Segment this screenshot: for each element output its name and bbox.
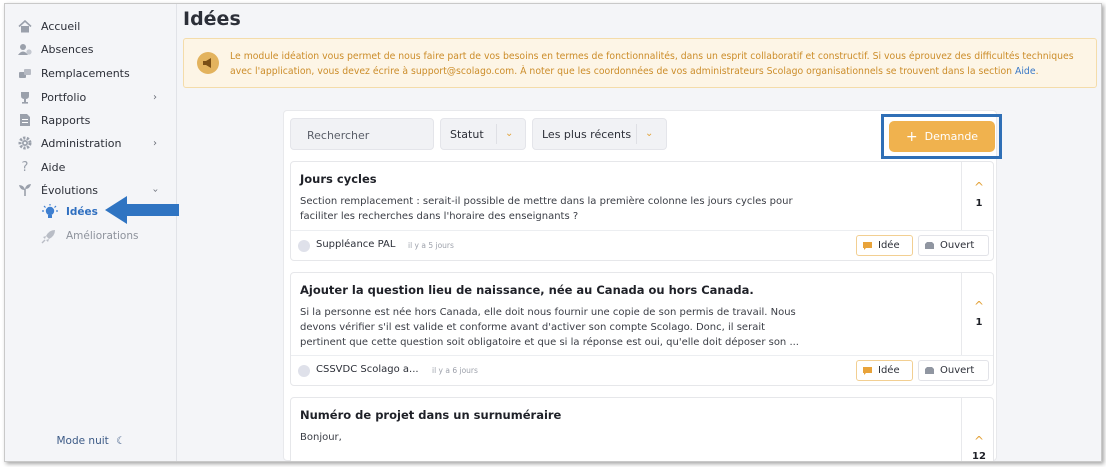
speech-bubble-icon bbox=[862, 241, 873, 251]
megaphone-icon bbox=[197, 52, 219, 74]
plus-icon: + bbox=[905, 128, 918, 145]
sidebar-item-label: Absences bbox=[41, 42, 94, 56]
search-placeholder: Rechercher bbox=[307, 129, 370, 142]
search-input[interactable] bbox=[290, 118, 434, 150]
lightbulb-icon bbox=[41, 204, 57, 220]
idea-author: CSSVDC Scolago a... bbox=[316, 364, 419, 375]
sidebar-item-portfolio[interactable] bbox=[5, 86, 177, 108]
status-label: Ouvert bbox=[940, 240, 975, 251]
home-icon bbox=[18, 19, 32, 33]
sidebar-item-label: Portfolio bbox=[41, 90, 87, 104]
chevron-down-icon: ⌄ bbox=[505, 128, 514, 139]
status-badge bbox=[918, 235, 989, 256]
idea-type-badge bbox=[856, 235, 913, 256]
status-select-label: Statut bbox=[450, 128, 484, 141]
idea-card[interactable] bbox=[290, 272, 994, 386]
vote-count: 1 bbox=[975, 198, 983, 209]
idea-type-label: Idée bbox=[878, 365, 900, 376]
vote-box[interactable] bbox=[961, 162, 994, 230]
idea-description: Section remplacement : serait-il possible de mettre dans la première colonne les jours cycles pour faciliter les recherches dans l'horaire des enseignants ? bbox=[300, 196, 793, 222]
banner-text-main: Le module idéation vous permet de nous faire part de vos besoins en termes de fonctionnalités, dans un esprit collaboratif et constructif. Si vous éprouvez des difficultés techniques avec l'application, vous devez écrire à support@scolago.com. À noter que les coordonnées de vos administrateurs Scolago organisationnels se trouvent dans la section bbox=[230, 51, 1074, 77]
upvote-icon[interactable]: ^ bbox=[973, 180, 985, 194]
question-icon: ? bbox=[21, 159, 29, 175]
idea-author: Suppléance PAL bbox=[316, 239, 396, 250]
chevron-right-icon: › bbox=[153, 91, 157, 103]
chevron-right-icon: › bbox=[153, 137, 157, 149]
chevron-down-icon: › bbox=[149, 188, 161, 192]
avatar bbox=[298, 365, 310, 377]
night-mode-toggle[interactable] bbox=[5, 435, 177, 447]
app-window bbox=[4, 3, 1102, 462]
rocket-icon bbox=[41, 228, 57, 244]
sidebar-item-label: Évolutions bbox=[41, 183, 99, 197]
swap-icon bbox=[18, 66, 32, 80]
banner-text bbox=[230, 49, 1090, 79]
sidebar-subitem-ameliorations[interactable] bbox=[5, 228, 177, 248]
sidebar-subitem-label: Améliorations bbox=[66, 230, 139, 242]
sidebar bbox=[5, 4, 177, 461]
upvote-icon[interactable]: ^ bbox=[973, 299, 985, 313]
inbox-icon bbox=[924, 241, 935, 250]
sidebar-item-label: Aide bbox=[41, 160, 66, 174]
sidebar-item-accueil[interactable] bbox=[5, 15, 177, 37]
sidebar-item-rapports[interactable] bbox=[5, 109, 177, 131]
idea-card[interactable] bbox=[290, 397, 994, 462]
moon-icon: ☾ bbox=[116, 435, 126, 447]
speech-bubble-icon bbox=[862, 366, 873, 376]
sidebar-item-label: Rapports bbox=[41, 113, 91, 127]
sidebar-item-label: Accueil bbox=[41, 19, 81, 33]
sidebar-item-label: Remplacements bbox=[41, 66, 130, 80]
vote-count: 1 bbox=[975, 317, 983, 328]
sprout-icon bbox=[18, 183, 32, 197]
idea-description: Si la personne est née hors Canada, elle doit nous fournir une copie de son permis de travail. Nous devons vérifier s'il est valide et conforme avant d'activer son compte Scolago. Donc, il serait pertinent que cette question soit obligatoire et que si la réponse est oui, qu'elle doit déposer son ... bbox=[300, 307, 799, 348]
info-banner bbox=[183, 38, 1097, 88]
idea-title[interactable]: Numéro de projet dans un surnuméraire bbox=[300, 408, 562, 422]
sidebar-item-aide[interactable] bbox=[5, 156, 177, 178]
sidebar-subitem-label: Idées bbox=[66, 206, 98, 218]
chevron-down-icon: ⌄ bbox=[645, 128, 654, 139]
idea-footer bbox=[291, 230, 994, 260]
idea-card[interactable] bbox=[290, 161, 994, 261]
sidebar-item-label: Administration bbox=[41, 136, 122, 150]
vote-box[interactable] bbox=[961, 398, 994, 462]
sidebar-item-administration[interactable] bbox=[5, 132, 177, 154]
main-content bbox=[177, 4, 1102, 461]
sort-select[interactable] bbox=[532, 118, 667, 150]
avatar bbox=[298, 240, 310, 252]
status-label: Ouvert bbox=[940, 365, 975, 376]
document-icon bbox=[18, 113, 32, 127]
idea-type-badge bbox=[856, 360, 913, 381]
trophy-icon bbox=[18, 90, 32, 104]
sidebar-item-absences[interactable] bbox=[5, 38, 177, 60]
idea-time: il y a 5 jours bbox=[408, 241, 454, 250]
idea-description: Bonjour, bbox=[300, 432, 342, 443]
banner-aide-link[interactable]: Aide bbox=[1014, 66, 1036, 77]
upvote-icon[interactable]: ^ bbox=[973, 434, 985, 448]
idea-title[interactable]: Ajouter la question lieu de naissance, née au Canada ou hors Canada. bbox=[300, 283, 754, 297]
demande-label: Demande bbox=[924, 130, 979, 143]
vote-count: 12 bbox=[972, 451, 986, 462]
select-divider bbox=[496, 124, 497, 144]
gear-icon bbox=[18, 136, 32, 150]
idea-time: il y a 6 jours bbox=[432, 366, 478, 375]
status-badge bbox=[918, 360, 989, 381]
status-select[interactable] bbox=[440, 118, 526, 150]
night-mode-label: Mode nuit bbox=[56, 435, 109, 447]
select-divider bbox=[636, 124, 637, 144]
sidebar-item-remplacements[interactable] bbox=[5, 62, 177, 84]
vote-box[interactable] bbox=[961, 273, 994, 355]
inbox-icon bbox=[924, 366, 935, 375]
ideas-panel bbox=[283, 110, 997, 461]
annotation-arrow bbox=[105, 194, 181, 226]
demande-button[interactable] bbox=[889, 121, 995, 152]
idea-title[interactable]: Jours cycles bbox=[300, 172, 377, 186]
page-title: Idées bbox=[183, 8, 241, 30]
banner-text-end: . bbox=[1035, 66, 1039, 77]
user-absence-icon bbox=[18, 42, 32, 56]
idea-footer bbox=[291, 355, 994, 385]
idea-type-label: Idée bbox=[878, 240, 900, 251]
sort-select-label: Les plus récents bbox=[542, 128, 632, 141]
